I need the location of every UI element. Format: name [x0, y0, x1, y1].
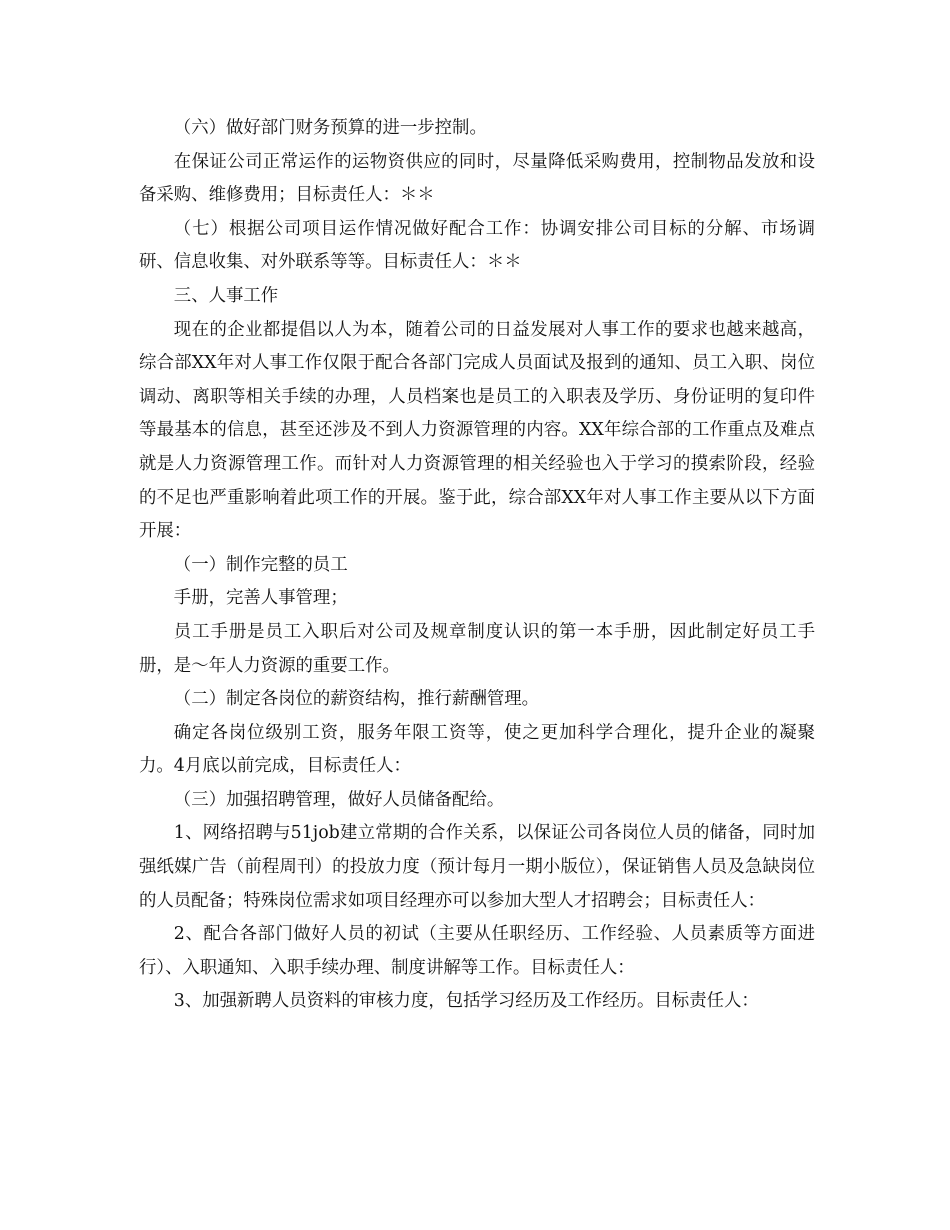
paragraph-recruitment-item-3: 3、加强新聘人员资料的审核力度，包括学习经历及工作经历。目标责任人： — [173, 991, 759, 1012]
paragraph-budget-control-body: 在保证公司正常运作的运物资供应的同时，尽量降低采购费用，控制物品发放和设备采购、维修费用；目标责任人：＊＊ — [139, 151, 815, 206]
paragraph-recruitment-item-2: 2、配合各部门做好人员的初试（主要从任职经历、工作经验、人员素质等方面进行）、入职通知、入职手续办理、制度讲解等工作。目标责任人： — [139, 924, 815, 978]
paragraph-budget-control-heading: （六）做好部门财务预算的进一步控制。 — [173, 118, 487, 138]
paragraph-salary-structure-heading: （二）制定各岗位的薪资结构，推行薪酬管理。 — [173, 689, 540, 710]
section-heading-personnel: 三、人事工作 — [173, 285, 279, 306]
paragraph-employee-handbook-heading: （一）制作完整的员工 — [173, 554, 348, 575]
paragraph-recruitment-heading: （三）加强招聘管理，做好人员储备配给。 — [173, 789, 505, 810]
paragraph-project-coordination: （七）根据公司项目运作情况做好配合工作：协调安排公司目标的分解、市场调研、信息收集、对外联系等等。目标责任人：＊＊ — [139, 218, 815, 273]
paragraph-recruitment-item-1: 1、网络招聘与51job建立常期的合作关系，以保证公司各岗位人员的储备，同时加强纸媒广告（前程周刊）的投放力度（预计每月一期小版位），保证销售人员及急缺岗位的人员配备；特殊岗位需求如项目经理亦可以参加大型人才招聘会；目标责任人： — [139, 823, 815, 911]
paragraph-employee-handbook-body: 员工手册是员工入职后对公司及规章制度认识的第一本手册，因此制定好员工手册，是～年人力资源的重要工作。 — [139, 621, 815, 676]
paragraph-personnel-overview: 现在的企业都提倡以人为本，随着公司的日益发展对人事工作的要求也越来越高，综合部XX年对人事工作仅限于配合各部门完成人员面试及报到的通知、员工入职、岗位调动、离职等相关手续的办理，人员档案也是员工的入职表及学历、身份证明的复印件等最基本的信息，甚至还涉及不到人力资源管理的内容。XX年综合部的工作重点及难点就是人力资源管理工作。而针对人力资源管理的相关经验也入于学习的摸索阶段，经验的不足也严重影响着此项工作的开展。鉴于此，综合部XX年对人事工作主要从以下方面开展： — [139, 319, 815, 542]
paragraph-employee-handbook-heading-cont: 手册，完善人事管理； — [173, 588, 348, 609]
document-body — [139, 112, 815, 1019]
paragraph-salary-structure-body: 确定各岗位级别工资，服务年限工资等，使之更加科学合理化，提升企业的凝聚力。4月底以前完成，目标责任人： — [139, 722, 815, 777]
